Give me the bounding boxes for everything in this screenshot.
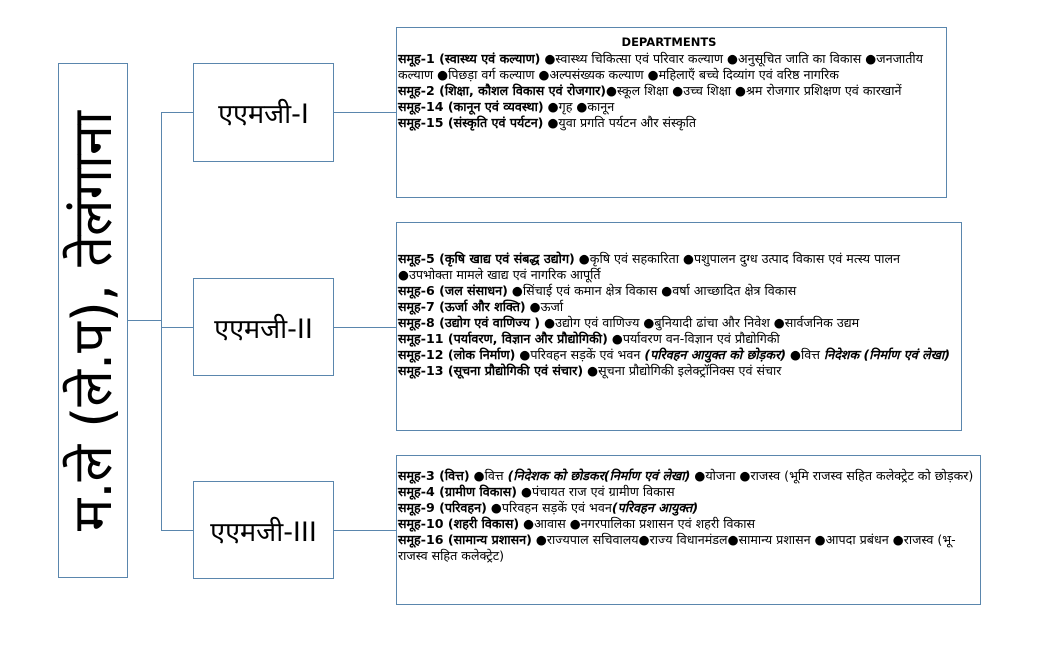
departments-title: DEPARTMENTS — [621, 35, 717, 49]
group-4 — [398, 484, 974, 500]
group-10-heading: समूह-10 (शहरी विकास) — [398, 516, 520, 531]
group-1-items: ●स्वास्थ्य चिकित्सा एवं परिवार कल्याण ●अनुसूचित जाति का विकास ●जनजातीय कल्याण ●पिछड़ा वर्ग कल्याण ●अल्पसंख्यक कल्याण ●महिलाएँ बच्चे दिव्यांग एवं वरिष्ठ नागरिक — [398, 51, 923, 82]
group-12-heading: समूह-12 (लोक निर्माण) — [398, 347, 516, 362]
group-3-items-b: ●योजना ●राजस्व (भूमि राजस्व सहित कलेक्ट्रेट को छोड़कर) — [690, 468, 974, 483]
amg-1-node — [193, 63, 334, 162]
departments-panel-3 — [396, 455, 981, 605]
connector-to-amg2 — [161, 327, 193, 328]
group-4-items: ●पंचायत राज एवं ग्रामीण विकास — [516, 484, 675, 499]
group-12-note-b: निदेशक (निर्माण एवं लेखा) — [823, 347, 951, 362]
group-10-items: ●आवास ●नगरपालिका प्रशासन एवं शहरी विकास — [519, 516, 756, 531]
group-8-heading: समूह-8 (उद्योग एवं वाणिज्य ) — [398, 315, 541, 330]
amg-3-node — [193, 481, 334, 579]
connector-amg3-dept — [334, 530, 396, 531]
connector-trunk — [161, 112, 162, 530]
group-13-items: ●सूचना प्रौद्योगिकी इलेक्ट्रॉनिक्स एवं संचार — [583, 363, 782, 378]
group-6-items: ●सिंचाई एवं कमान क्षेत्र विकास ●वर्षा आच्छादित क्षेत्र विकास — [507, 283, 797, 298]
amg-2-node — [193, 278, 334, 376]
group-2-items: ●स्कूल शिक्षा ●उच्च शिक्षा ●श्रम रोजगार प्रशिक्षण एवं कारखानें — [606, 83, 902, 98]
group-8 — [398, 315, 955, 331]
connector-to-amg1 — [161, 112, 193, 113]
group-7-heading: समूह-7 (ऊर्जा और शक्ति) — [398, 299, 526, 314]
group-15 — [398, 115, 940, 131]
group-14-items: ●गृह ●कानून — [543, 99, 615, 114]
group-5-items: ●कृषि एवं सहकारिता ●पशुपालन दुग्ध उत्पाद विकास एवं मत्स्य पालन ●उपभोक्ता मामले खाद्य एवं नागरिक आपूर्ति — [398, 251, 901, 282]
connector-amg1-dept — [334, 112, 396, 113]
group-7-items: ●ऊर्जा — [525, 299, 564, 314]
group-3-note: (निदेशक को छोडकर(निर्माण एवं लेखा) — [507, 468, 691, 483]
group-1-heading: समूह-1 (स्वास्थ्य एवं कल्याण) — [398, 51, 541, 66]
connector-amg2-dept — [334, 327, 396, 328]
group-13 — [398, 363, 955, 379]
group-14 — [398, 99, 940, 115]
group-9-items: ●परिवहन सड़कें एवं भवन — [486, 500, 612, 515]
group-13-heading: समूह-13 (सूचना प्रौद्योगिकी एवं संचार) — [398, 363, 584, 378]
group-9 — [398, 500, 974, 516]
group-3-items-a: ●वित्त — [469, 468, 508, 483]
group-9-note: (परिवहन आयुक्त) — [611, 500, 699, 515]
group-5 — [398, 251, 955, 283]
departments-panel-2 — [396, 222, 962, 431]
group-6-heading: समूह-6 (जल संसाधन) — [398, 283, 508, 298]
group-2-heading: समूह-2 (शिक्षा, कौशल विकास एवं रोजगार) — [398, 83, 607, 98]
group-3 — [398, 468, 974, 484]
group-8-items: ●उद्योग एवं वाणिज्य ●बुनियादी ढांचा और निवेश ●सार्वजनिक उद्यम — [540, 315, 860, 330]
group-3-heading: समूह-3 (वित्त) — [398, 468, 470, 483]
group-16-items: ●राज्यपाल सचिवालय●राज्य विधानमंडल●सामान्य प्रशासन ●आपदा प्रबंधन ●राजस्व (भू-राजस्व सहित कलेक्ट्रेट) — [398, 532, 956, 563]
group-5-heading: समूह-5 (कृषि खाद्य एवं संबद्ध उद्योग) — [398, 251, 575, 266]
group-12-note-a: (परिवहन आयुक्त को छोड़कर) — [644, 347, 786, 362]
root-label: म.ले (ले.प), तेलंगाना — [61, 110, 124, 531]
amg-1-label: एएमजी-I — [218, 99, 309, 130]
group-15-heading: समूह-15 (संस्कृति एवं पर्यटन) — [398, 115, 544, 130]
group-16 — [398, 532, 974, 564]
group-15-items: ●युवा प्रगति पर्यटन और संस्कृति — [543, 115, 697, 130]
group-2 — [398, 83, 940, 99]
group-1 — [398, 51, 940, 83]
amg-2-label: एएमजी-II — [214, 313, 313, 345]
group-14-heading: समूह-14 (कानून एवं व्यवस्था) — [398, 99, 544, 114]
group-7 — [398, 299, 955, 315]
group-11-items: ●पर्यावरण वन-विज्ञान एवं प्रौद्योगिकी — [607, 331, 780, 346]
connector-to-amg3 — [161, 530, 193, 531]
group-11-heading: समूह-11 (पर्यावरण, विज्ञान और प्रौद्योगिकी) — [398, 331, 608, 346]
connector-root-stem — [128, 320, 161, 321]
departments-panel-1 — [396, 27, 947, 198]
amg-3-label: एएमजी-III — [210, 516, 317, 548]
group-6 — [398, 283, 955, 299]
group-12-items-b: ●वित्त — [785, 347, 824, 362]
group-11 — [398, 331, 955, 347]
root-node — [58, 63, 128, 578]
group-12 — [398, 347, 955, 363]
group-10 — [398, 516, 974, 532]
group-12-items-a: ●परिवहन सड़कें एवं भवन — [515, 347, 645, 362]
group-16-heading: समूह-16 (सामान्य प्रशासन) — [398, 532, 532, 547]
group-9-heading: समूह-9 (परिवहन) — [398, 500, 487, 515]
group-4-heading: समूह-4 (ग्रामीण विकास) — [398, 484, 517, 499]
